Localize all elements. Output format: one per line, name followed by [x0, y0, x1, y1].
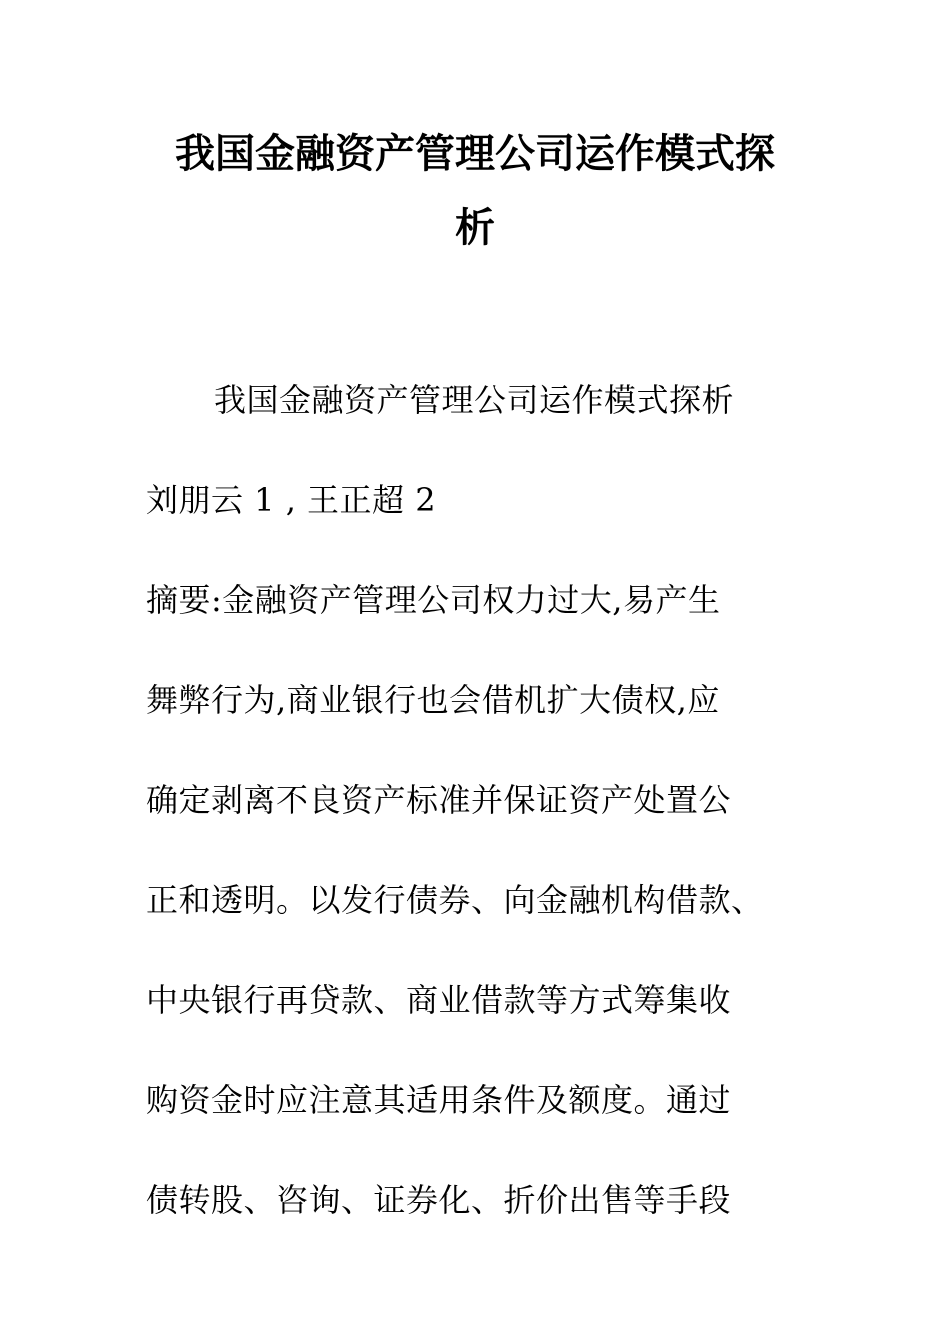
abstract-line-3: 确定剥离不良资产标准并保证资产处置公 [146, 781, 732, 819]
document-title-line-1: 我国金融资产管理公司运作模式探 [175, 131, 775, 177]
article-title-repeat: 我国金融资产管理公司运作模式探析 [214, 381, 735, 419]
abstract-line-1: 摘要:金融资产管理公司权力过大,易产生 [146, 581, 721, 619]
abstract-line-2: 舞弊行为,商业银行也会借机扩大债权,应 [146, 681, 720, 719]
abstract-line-4: 正和透明。以发行债券、向金融机构借款、 [146, 881, 764, 919]
abstract-line-7: 债转股、咨询、证券化、折价出售等手段 [146, 1181, 732, 1219]
document-title-line-2: 析 [455, 205, 495, 251]
abstract-line-5: 中央银行再贷款、商业借款等方式筹集收 [146, 981, 732, 1019]
author-line: 刘朋云 1 , 王正超 2 [146, 481, 437, 519]
abstract-line-6: 购资金时应注意其适用条件及额度。通过 [146, 1081, 732, 1119]
